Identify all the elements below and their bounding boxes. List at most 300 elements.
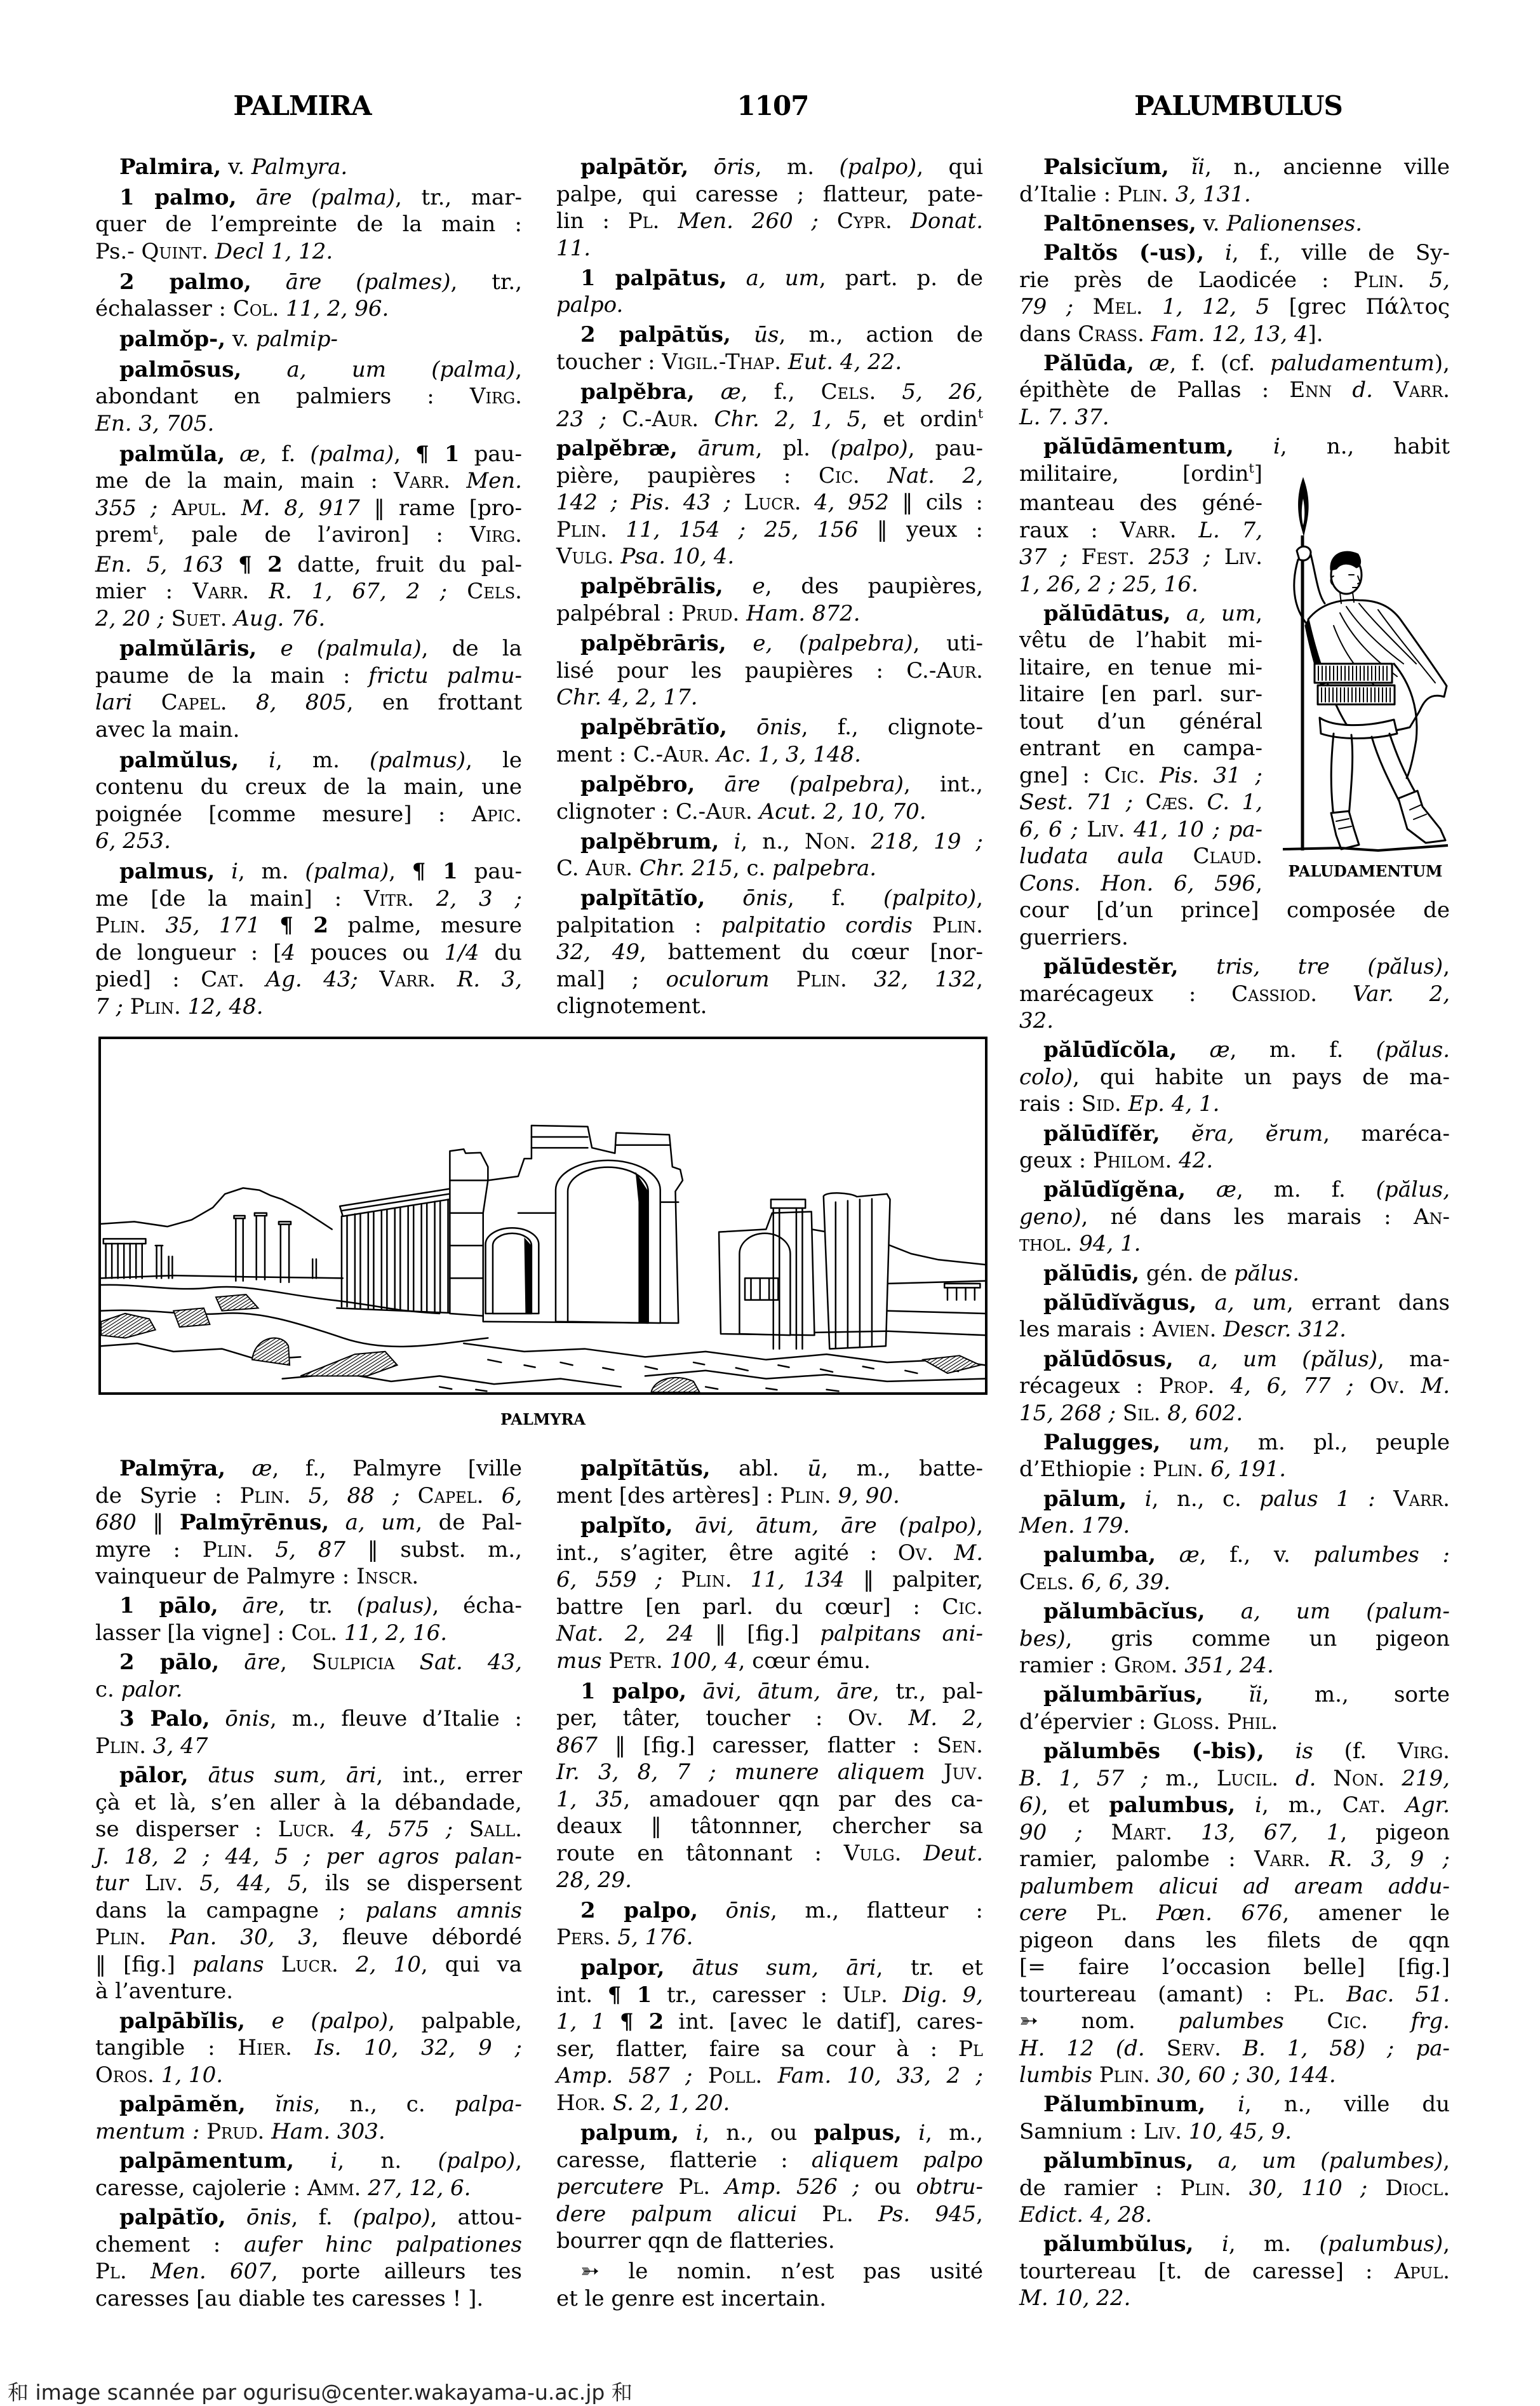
entry-line — [1019, 1429, 1450, 1456]
headword: 1 palpātus, — [580, 265, 727, 291]
definition-text — [1172, 1820, 1201, 1845]
author-abbreviation: C.-Aur. — [676, 798, 753, 824]
definition-text: , m. — [754, 154, 840, 180]
definition-text — [663, 1648, 670, 1674]
definition-text: , qui habite un pays de ma- — [1073, 1064, 1450, 1090]
definition-text: , fleuve débordé — [312, 1925, 522, 1951]
definition-text — [164, 606, 171, 631]
definition-text — [236, 185, 256, 210]
author-abbreviation: An- — [1413, 1204, 1450, 1230]
author-abbreviation: Lucr. — [744, 490, 801, 516]
dictionary-entry — [1019, 1681, 1450, 1735]
italic-text: i — [695, 2120, 703, 2146]
dictionary-entry — [95, 184, 522, 265]
italic-text: Ham. 872. — [746, 600, 860, 626]
definition-text — [1179, 954, 1217, 979]
italic-text: Men. — [466, 468, 522, 494]
author-abbreviation: C.-Aur. — [633, 741, 710, 767]
italic-text: Bac. 51. — [1346, 1981, 1450, 2007]
italic-text: a, um — [746, 265, 819, 291]
entry-line — [95, 2204, 522, 2231]
author-abbreviation: Liv. — [1143, 2118, 1182, 2144]
italic-text: Pis. 31 ; — [1160, 762, 1263, 788]
definition-text: v. — [221, 154, 251, 180]
definition-text: tourtereau [t. de caresse] : — [1019, 2258, 1395, 2284]
headword: pălūdĭfĕr, — [1043, 1120, 1160, 1146]
definition-text: route en tâtonnant : — [556, 1840, 844, 1866]
italic-text: æ — [720, 379, 741, 405]
definition-text — [294, 2148, 330, 2174]
italic-text: ōnis — [246, 2205, 291, 2230]
italic-text: 100, 4 — [669, 1648, 739, 1674]
definition-text: , — [976, 2201, 983, 2227]
author-abbreviation: Varr. — [1393, 377, 1450, 403]
entry-line — [95, 1705, 522, 1733]
definition-text: dans — [1019, 321, 1078, 347]
italic-text: 218, 19 ; — [871, 828, 984, 854]
dictionary-entry — [1019, 953, 1450, 1035]
headword: palpābĭlis, — [119, 2008, 246, 2034]
definition-text — [1332, 377, 1352, 403]
entry-line — [1019, 1204, 1450, 1231]
italic-text: palus 1 : — [1259, 1486, 1376, 1512]
author-abbreviation: Oros. — [95, 2062, 154, 2088]
italic-text: Descr. 312. — [1223, 1317, 1346, 1343]
headword: Palugges, — [1043, 1429, 1161, 1455]
definition-text: , cœur ému. — [738, 1648, 871, 1674]
entry-line — [556, 741, 983, 769]
author-abbreviation: Varr. — [379, 967, 436, 992]
author-abbreviation: Grom. — [1114, 1653, 1178, 1678]
definition-text — [1284, 2008, 1327, 2034]
definition-text — [123, 994, 130, 1019]
definition-text: , f. (cf. — [1169, 350, 1271, 376]
definition-text: geux : — [1019, 1148, 1094, 1173]
definition-text: , m. f. — [1236, 1177, 1376, 1203]
author-abbreviation: Liv. — [144, 1871, 184, 1897]
definition-text: Samnium : — [1019, 2118, 1144, 2144]
definition-text — [1169, 154, 1191, 180]
dictionary-entry — [556, 265, 983, 319]
entry-line — [95, 605, 522, 633]
entry-line — [556, 1759, 983, 1786]
definition-text: , n. — [337, 2148, 438, 2174]
italic-text: 12, 48. — [187, 993, 264, 1019]
bold-text: ¶ 1 — [412, 859, 458, 884]
definition-text: , ma- — [1377, 1346, 1450, 1372]
italic-text: 355 ; — [95, 495, 158, 521]
definition-text — [1160, 1430, 1188, 1455]
definition-text — [399, 1483, 417, 1509]
italic-text: 5, 88 ; — [308, 1482, 400, 1509]
definition-text: d’épervier : — [1019, 1709, 1153, 1735]
definition-text — [264, 1952, 281, 1977]
italic-text: mentum : — [95, 2118, 200, 2144]
entry-line — [1019, 571, 1262, 598]
definition-text — [695, 379, 721, 405]
entry-line — [95, 269, 522, 296]
entry-line — [556, 2090, 983, 2117]
entry-line — [556, 1840, 983, 1867]
entry-line — [1019, 1792, 1450, 1819]
definition-text: int. — [556, 1982, 608, 2008]
definition-text: cour [d’un prince] composée de — [1019, 897, 1450, 924]
author-abbreviation: Poll. — [707, 2063, 763, 2088]
italic-text: ōnis — [225, 1706, 271, 1732]
italic-text: a, um (palum- — [1240, 1599, 1450, 1624]
entry-line — [1019, 627, 1262, 654]
entry-line — [95, 1563, 522, 1590]
dictionary-entry — [95, 1455, 522, 1590]
palmyra-ruins-drawing — [101, 1039, 985, 1392]
entry-line — [1019, 2175, 1450, 2202]
italic-text: frg. — [1410, 2008, 1450, 2034]
italic-text: Ac. 1, 3, 148. — [716, 741, 861, 767]
entry-line — [95, 885, 522, 913]
author-abbreviation: Ov. — [847, 1705, 883, 1731]
italic-text: 30, 110 ; — [1249, 2175, 1368, 2201]
definition-text: pied] : — [95, 967, 201, 992]
author-abbreviation: Lucil. — [1216, 1765, 1279, 1791]
italic-text: æ — [1179, 1542, 1200, 1568]
italic-text: 2, 10 — [355, 1951, 421, 1977]
entry-line — [556, 1705, 983, 1732]
author-abbreviation: Pl. — [95, 2259, 127, 2284]
dictionary-entry — [556, 714, 983, 768]
definition-text: rie près de Laodicée : — [1019, 267, 1354, 293]
dictionary-entry — [95, 269, 522, 323]
definition-text: int. [avec le datif], cares- — [664, 2009, 983, 2034]
author-abbreviation: Philom. — [1093, 1148, 1172, 1173]
definition-text — [1316, 1766, 1333, 1791]
entry-line — [95, 1649, 522, 1676]
definition-text: , tr., mar- — [395, 184, 522, 210]
italic-text: 5, 87 — [275, 1536, 345, 1563]
definition-text: lisé pour les paupières : — [556, 657, 907, 683]
italic-text: B. 1, 58) ; pa- — [1242, 2035, 1450, 2061]
italic-text: paludamentum — [1270, 350, 1435, 376]
definition-text — [1125, 817, 1134, 842]
definition-text: , maréca- — [1323, 1120, 1450, 1146]
entry-line — [1019, 708, 1262, 736]
definition-text: tangible : — [95, 2035, 238, 2061]
entry-line — [95, 2034, 522, 2062]
entry-line — [1019, 1954, 1450, 1981]
definition-text: , int., — [903, 772, 983, 798]
author-abbreviation: Cels. — [1019, 1569, 1075, 1595]
definition-text: , pau- — [907, 436, 983, 462]
definition-text: caresses [au diable tes caresses ! ]. — [95, 2285, 484, 2311]
definition-text: ‖ rame [pro- — [359, 495, 523, 521]
definition-text: , m. — [1228, 2231, 1320, 2257]
headword: palpor, — [580, 1955, 665, 1980]
headword: Pălumbīnum, — [1043, 2092, 1206, 2118]
superscript-text: t — [977, 406, 984, 422]
italic-text: palpebra. — [772, 856, 877, 882]
headword: pălūdātus, — [1043, 600, 1171, 626]
definition-text — [731, 490, 744, 515]
entry-line — [1019, 2035, 1450, 2062]
italic-text: (palpo) — [831, 436, 908, 462]
italic-text: 6) — [1019, 1792, 1041, 1818]
headword: pălūdĭcŏla, — [1043, 1037, 1177, 1063]
definition-text — [1367, 2175, 1385, 2201]
definition-text — [1385, 1766, 1402, 1791]
bold-text: ¶ 2 — [279, 913, 329, 938]
definition-text — [1203, 1456, 1210, 1482]
definition-text: de ramier : — [1019, 2175, 1181, 2201]
entry-line — [1019, 735, 1262, 762]
author-abbreviation: Cassiod. — [1231, 981, 1318, 1007]
italic-text: 15, 268 ; — [1019, 1400, 1116, 1426]
italic-text: L. 7, — [1198, 517, 1262, 543]
entry-line — [1019, 762, 1262, 790]
dictionary-entry — [1019, 1738, 1450, 2089]
definition-text: ‖ subst. m., — [345, 1536, 522, 1563]
entry-line — [1019, 600, 1262, 628]
author-abbreviation: Petr. — [608, 1648, 663, 1674]
definition-text: , m. — [238, 859, 305, 884]
italic-text: 4 — [281, 939, 296, 965]
entry-line — [556, 2228, 983, 2255]
entry-line — [556, 516, 983, 544]
dictionary-entry — [95, 2008, 522, 2089]
italic-text: i — [269, 747, 276, 773]
italic-text: Amp. 526 ; — [725, 2174, 860, 2200]
headword: palpĭtātĭo, — [580, 885, 706, 911]
italic-text: 32, 49 — [556, 939, 640, 965]
definition-text — [1144, 321, 1151, 347]
headword: Paltŏs (-us), — [1043, 240, 1205, 265]
definition-text — [662, 1567, 681, 1592]
italic-text: M. — [1421, 1373, 1450, 1399]
definition-text — [1231, 2175, 1249, 2201]
entry-line — [95, 2258, 522, 2285]
italic-text: a, um — [1214, 1289, 1287, 1315]
dictionary-entry — [556, 379, 983, 570]
definition-text — [1234, 434, 1273, 459]
italic-text: Aug. 76. — [234, 605, 326, 631]
definition-text — [189, 1763, 208, 1788]
entry-line — [1019, 433, 1450, 460]
definition-text: prem — [95, 522, 153, 548]
definition-text — [128, 1871, 145, 1896]
definition-text — [146, 1733, 153, 1759]
definition-text — [246, 2092, 275, 2117]
italic-text: e — [752, 574, 765, 600]
definition-text — [132, 690, 161, 715]
author-abbreviation: Ov. — [1369, 1373, 1405, 1399]
entry-line — [1019, 870, 1262, 897]
definition-text: ‖ — [136, 1510, 180, 1535]
definition-text — [602, 1648, 609, 1674]
italic-text: æ — [239, 441, 260, 467]
italic-text: e (palpo) — [271, 2008, 389, 2034]
definition-text: de longueur : [ — [95, 939, 282, 965]
definition-text: récageux : — [1019, 1373, 1159, 1399]
definition-text — [253, 1537, 276, 1563]
entry-line — [1019, 2285, 1450, 2312]
author-abbreviation: Col. — [232, 296, 279, 322]
dictionary-entry — [95, 635, 522, 743]
definition-text: rais : — [1019, 1091, 1081, 1117]
author-abbreviation: Virg. — [469, 522, 522, 548]
author-abbreviation: Inscr. — [356, 1564, 419, 1589]
author-abbreviation: Pl. — [1293, 1981, 1325, 2007]
italic-text: 253 ; — [1148, 544, 1211, 570]
entry-line — [95, 2062, 522, 2089]
italic-text: oculorum — [666, 966, 770, 992]
entry-line — [556, 855, 983, 882]
entry-line — [95, 295, 522, 323]
definition-text — [127, 2259, 151, 2284]
entry-line — [556, 154, 983, 181]
entry-line — [556, 1594, 983, 1621]
italic-text: 11. — [556, 235, 591, 261]
entry-line — [1019, 1316, 1450, 1343]
entry-line — [556, 2258, 983, 2285]
entry-line — [556, 798, 983, 826]
italic-text: M. 8, 917 — [241, 495, 360, 521]
definition-text: , f. — [787, 885, 883, 911]
author-abbreviation: Cic. — [942, 1594, 983, 1620]
definition-text: quer de l’empreinte de la main : — [95, 212, 522, 238]
author-abbreviation: Fest. — [1081, 544, 1135, 570]
headword: palmōsus, — [119, 356, 242, 382]
headword: pălumbēs (-bis), — [1043, 1738, 1264, 1764]
entry-line — [95, 1789, 522, 1817]
definition-text — [888, 1982, 902, 2008]
entry-line — [556, 714, 983, 741]
definition-text — [264, 2119, 271, 2144]
definition-text: , f., Palmyre [ville — [272, 1456, 523, 1481]
definition-text: du — [479, 939, 522, 965]
headword: pălūdis, — [1043, 1260, 1140, 1286]
author-abbreviation: Quint. — [141, 238, 208, 264]
entry-line — [556, 2062, 983, 2090]
definition-text: per, tâter, toucher : — [556, 1705, 848, 1731]
definition-text: , f., ville de Sy- — [1231, 240, 1450, 265]
italic-text: (palpo) — [438, 2148, 516, 2174]
definition-text: caresse, cajolerie : — [95, 2175, 307, 2201]
headword: Pălūda, — [1043, 350, 1134, 376]
definition-text: paume de la main : — [95, 662, 369, 689]
author-abbreviation: Non. — [804, 828, 857, 854]
italic-text: 6, — [501, 1482, 523, 1509]
definition-text: marécageux : — [1019, 981, 1232, 1007]
italic-text: ĭnis — [274, 2092, 314, 2118]
italic-text: pălus. — [1234, 1260, 1300, 1286]
dictionary-entry — [556, 630, 983, 711]
author-abbreviation: Plin. — [202, 1536, 253, 1563]
entry-line — [556, 462, 983, 490]
definition-text — [227, 495, 241, 521]
entry-line — [1019, 210, 1450, 238]
dictionary-entry — [556, 1512, 983, 1674]
italic-text: (palpo) — [839, 154, 917, 180]
definition-text — [1195, 790, 1207, 815]
definition-text — [925, 1759, 944, 1785]
definition-text: contenu du creux de la main, une — [95, 774, 522, 800]
definition-text — [1128, 1900, 1156, 1926]
entry-line — [1019, 1900, 1450, 1927]
definition-text: , palpable, — [388, 2008, 522, 2034]
entry-line — [556, 349, 983, 376]
bold-text: ¶ 2 — [238, 551, 283, 577]
author-abbreviation: Diocl. — [1385, 2175, 1450, 2201]
entry-line — [1019, 1873, 1450, 1900]
definition-text — [1127, 1486, 1145, 1512]
author-abbreviation: Mel. — [1092, 294, 1143, 319]
definition-text: , f. — [260, 441, 311, 467]
italic-text: 32, 132 — [874, 966, 977, 992]
column-1-bottom — [95, 1455, 522, 2312]
definition-text — [215, 859, 231, 884]
italic-text: ōnis — [756, 715, 801, 741]
entry-line — [95, 1676, 522, 1704]
dictionary-entry — [95, 441, 522, 633]
definition-text — [1376, 1486, 1394, 1512]
definition-text: , c. — [732, 856, 773, 882]
italic-text: palor. — [121, 1676, 183, 1702]
headword: pălūdōsus, — [1043, 1346, 1174, 1372]
italic-text: tris, tre (pălus) — [1216, 954, 1443, 979]
definition-text — [762, 2063, 777, 2088]
italic-text: J. 18, 2 ; 44, 5 ; per agros palan- — [95, 1843, 522, 1869]
definition-text: , m., sorte — [1262, 1682, 1450, 1708]
entry-line — [556, 379, 983, 406]
definition-text: [= faire l’occasion belle] [fig.] — [1019, 1954, 1450, 1980]
entry-line — [556, 1786, 983, 1813]
entry-line — [95, 828, 522, 855]
definition-text: ramier : — [1019, 1653, 1115, 1678]
definition-text — [611, 1925, 618, 1950]
definition-text — [659, 208, 678, 234]
author-abbreviation: Plin. — [1099, 2062, 1151, 2088]
definition-text — [224, 552, 238, 577]
definition-text: ramier, palombe : — [1019, 1846, 1254, 1872]
definition-text: , f., v. — [1199, 1542, 1314, 1568]
definition-text — [1311, 1846, 1329, 1872]
entry-line — [95, 2285, 522, 2313]
italic-text: Pan. 30, 3 — [170, 1925, 312, 1951]
definition-text — [934, 1540, 954, 1566]
italic-text: Dig. 9, — [902, 1982, 983, 2008]
entry-line — [556, 1455, 983, 1482]
author-abbreviation: Gloss. Phil. — [1153, 1709, 1278, 1735]
definition-text — [854, 2201, 878, 2227]
italic-text: 1/4 — [444, 939, 479, 965]
entry-line — [1019, 789, 1262, 816]
author-abbreviation: Enn — [1289, 377, 1332, 403]
definition-text — [1145, 2036, 1167, 2061]
entry-line — [95, 2008, 522, 2035]
italic-text: L. 7. 37. — [1019, 404, 1109, 430]
definition-text — [710, 742, 717, 767]
definition-text: lasser [la vigne] : — [95, 1620, 291, 1646]
italic-text: Nat. 2, 24 — [556, 1621, 694, 1647]
definition-text — [1194, 2231, 1222, 2257]
italic-text: 32. — [1019, 1008, 1054, 1033]
entry-line — [95, 2147, 522, 2175]
definition-text: mal] ; — [556, 966, 666, 992]
italic-text: 1, 35 — [556, 1786, 624, 1812]
entry-line — [556, 2285, 983, 2313]
italic-text: Sest. 71 ; — [1019, 790, 1134, 816]
entry-line — [556, 2008, 983, 2036]
definition-text — [181, 994, 188, 1019]
definition-text — [1068, 1900, 1096, 1926]
